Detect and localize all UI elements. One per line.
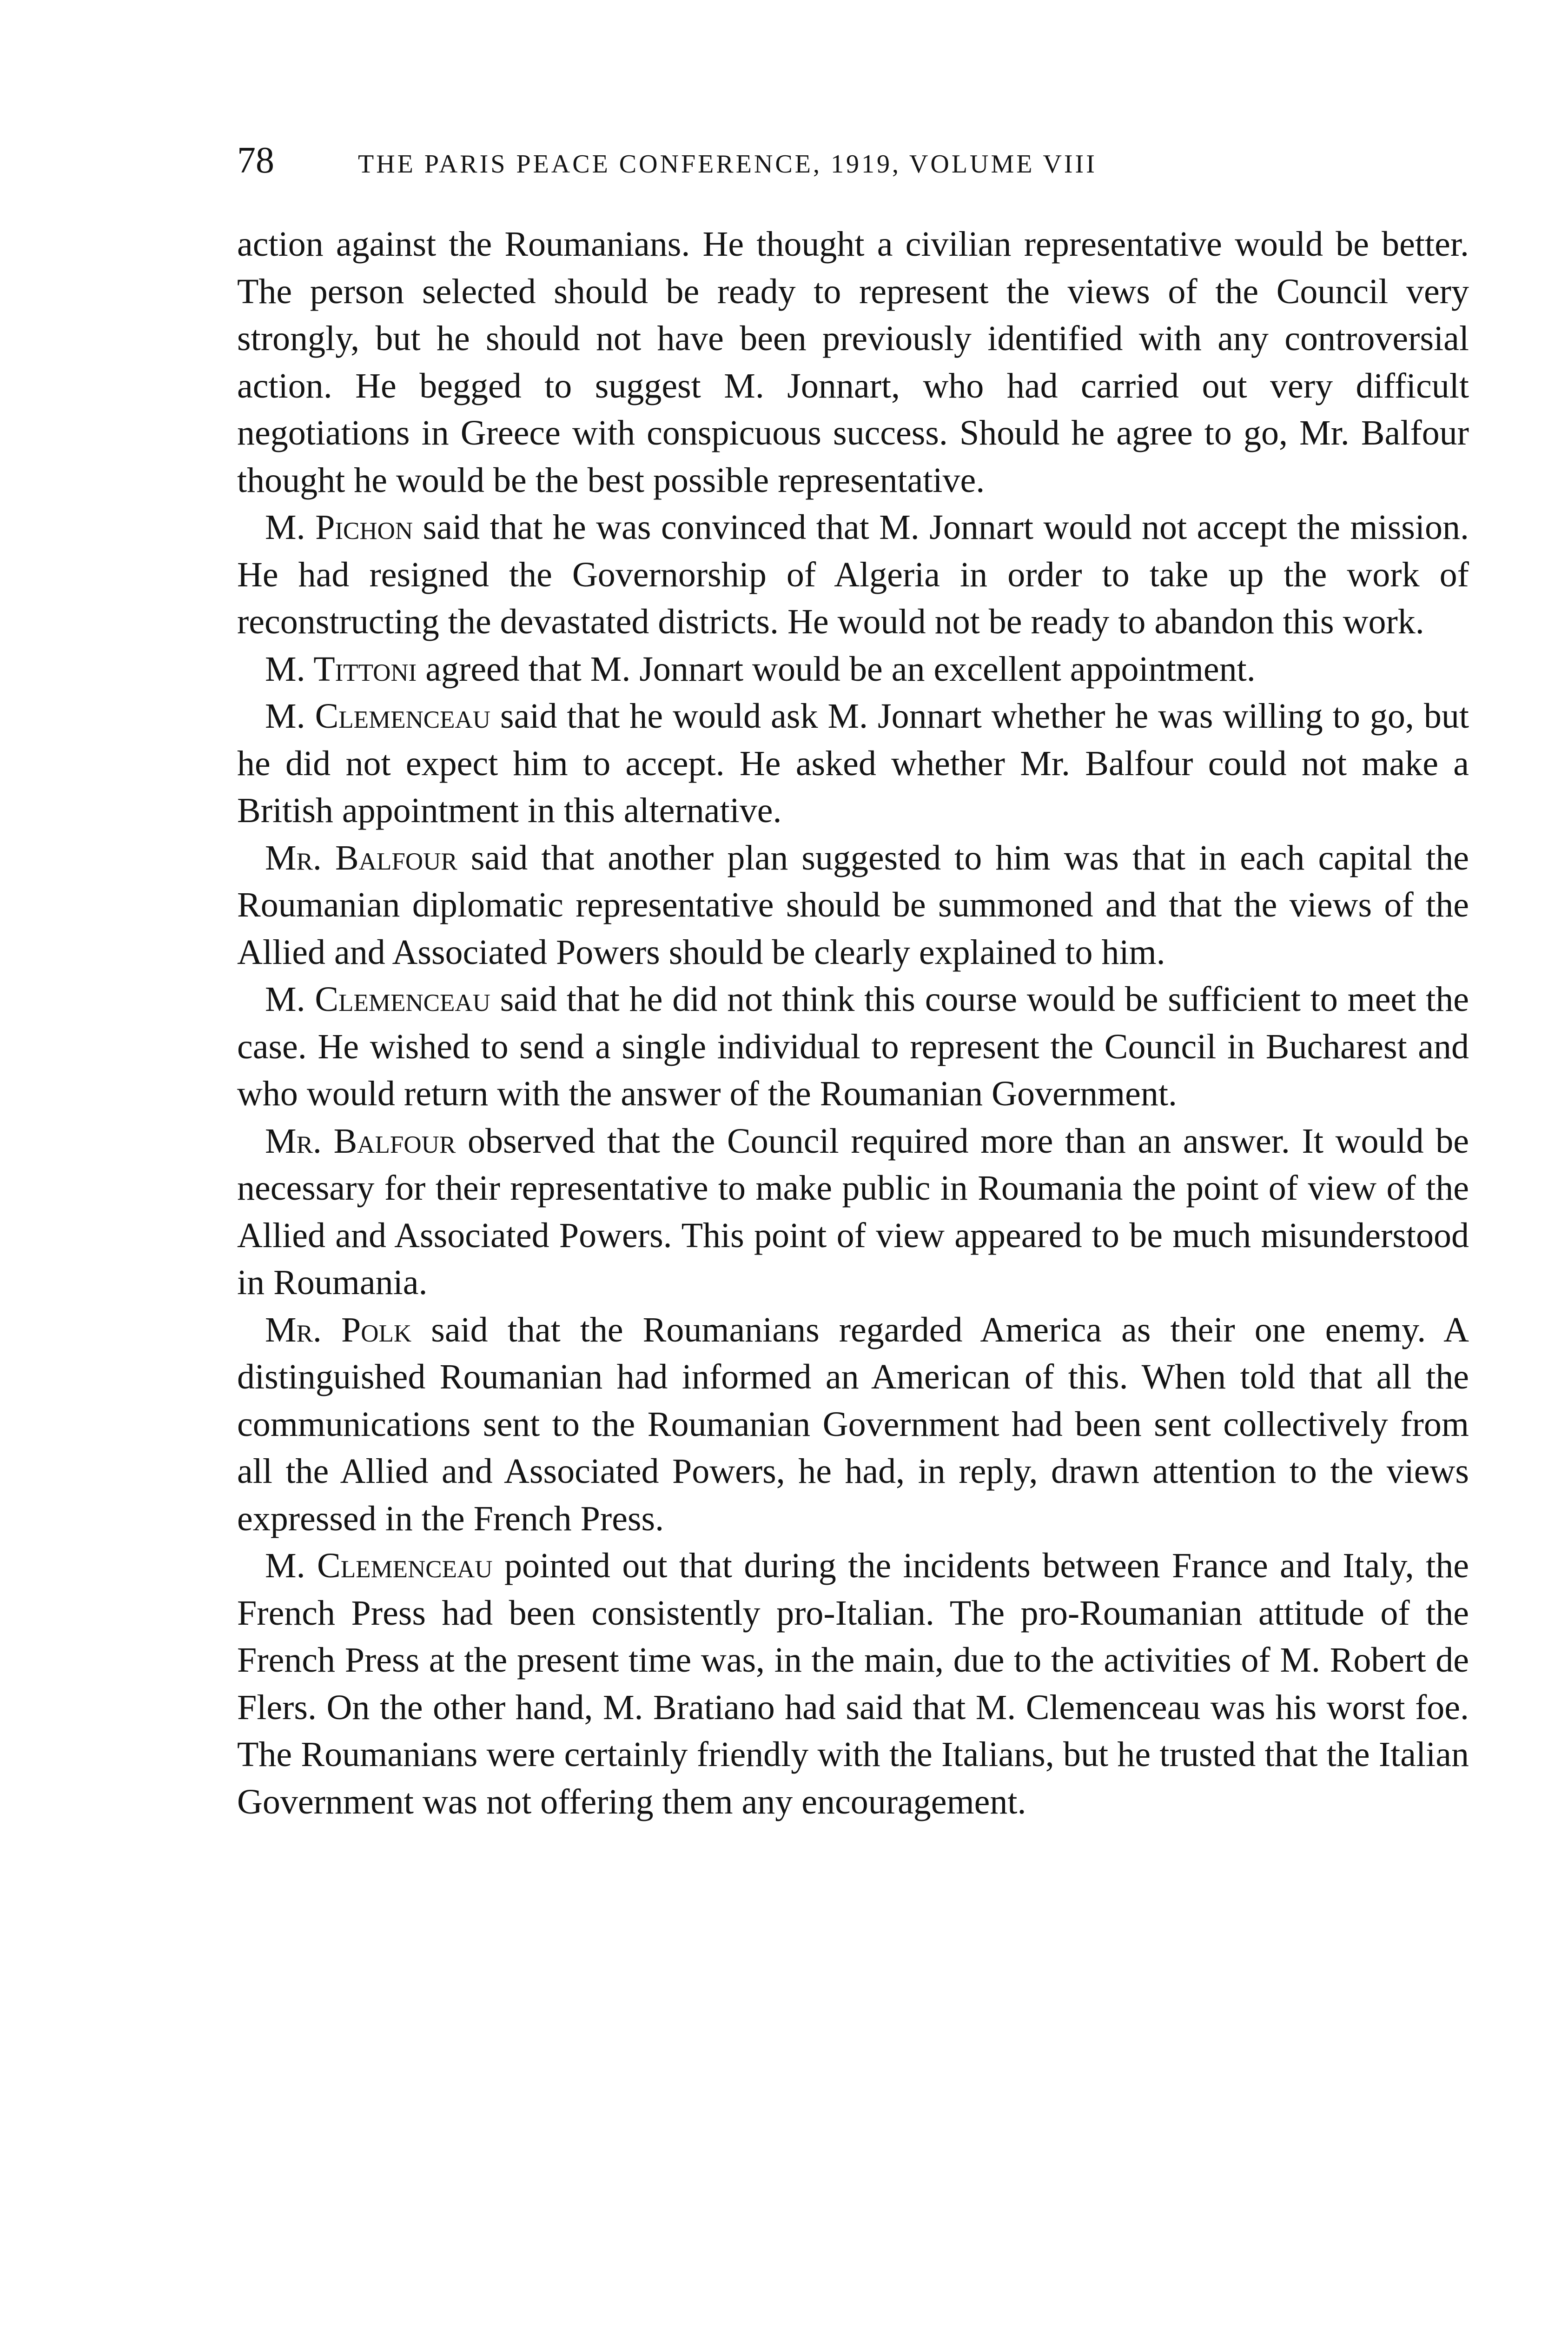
speaker-name: M. Clemenceau xyxy=(265,980,490,1019)
paragraph-clemenceau-2 xyxy=(237,976,1469,1118)
paragraph-pichon xyxy=(237,504,1469,646)
paragraph-text: said that the Roumanians regarded America as their one enemy. A distinguished Roumanian had informed an American of this. When told that all the communications sent to the Roumanian Government had been sent collectively from all the Allied and Associated Powers, he had, in reply, drawn attention to the views expressed in the French Press. xyxy=(237,1310,1469,1538)
paragraph-text: said that he was convinced that M. Jonnart would not accept the mission. He had resigned the Governorship of Algeria in order to take up the work of reconstructing the devastated districts. He would not be ready to abandon this work. xyxy=(237,508,1469,641)
paragraph-text: said that he did not think this course would be sufficient to meet the case. He wished to send a single individual to represent the Council in Bucharest and who would return with the answer of the Roumanian Government. xyxy=(237,980,1469,1113)
speaker-name: M. Tittoni xyxy=(265,649,417,689)
paragraph-text: said that another plan suggested to him was that in each capital the Roumanian diplomatic representative should be summoned and that the views of the Allied and Associated Powers should be clearly explained to him. xyxy=(237,838,1469,972)
paragraph-text: said that he would ask M. Jonnart whether he was willing to go, but he did not expect him to accept. He asked whether Mr. Balfour could not make a British appointment in this alternative. xyxy=(237,697,1469,830)
speaker-name: Mr. Balfour xyxy=(265,1121,456,1161)
speaker-name: Mr. Balfour xyxy=(265,838,457,877)
paragraph-polk xyxy=(237,1307,1469,1543)
body-text xyxy=(237,221,1469,1826)
running-head xyxy=(237,140,1470,195)
paragraph-clemenceau-3 xyxy=(237,1542,1469,1826)
paragraph-clemenceau-1 xyxy=(237,693,1469,835)
paragraph-text: observed that the Council required more than an answer. It would be necessary for their representative to make public in Roumania the point of view of the Allied and Associated Powers. This point of view appeared to be much misunderstood in Roumania. xyxy=(237,1121,1469,1302)
paragraph-text: pointed out that during the incidents between France and Italy, the French Press had been consistently pro-Italian. The pro-Roumanian attitude of the French Press at the present time was, in the main, due to the activities of M. Robert de Flers. On the other hand, M. Bratiano had said that M. Clemenceau was his worst foe. The Roumanians were certainly friendly with the Italians, but he trusted that the Italian Government was not offering them any encouragement. xyxy=(237,1546,1469,1821)
paragraph-continuation xyxy=(237,221,1469,504)
running-title: THE PARIS PEACE CONFERENCE, 1919, VOLUME VIII xyxy=(358,150,1097,179)
paragraph-tittoni xyxy=(237,646,1469,693)
speaker-name: Mr. Polk xyxy=(265,1310,412,1349)
paragraph-balfour-2 xyxy=(237,1118,1469,1307)
speaker-name: M. Clemenceau xyxy=(265,1546,493,1585)
paragraph-balfour-1 xyxy=(237,835,1469,976)
page-number: 78 xyxy=(237,140,274,181)
paragraph-text: agreed that M. Jonnart would be an excellent appointment. xyxy=(417,649,1256,689)
speaker-name: M. Clemenceau xyxy=(265,697,491,736)
paragraph-text: action against the Roumanians. He thought a civilian representative would be better. The person selected should be ready to represent the views of the Council very strongly, but he should not have been previously identified with any controversial action. He begged to suggest M. Jonnart, who had carried out very difficult negotiations in Greece with conspicuous success. Should he agree to go, Mr. Balfour thought he would be the best possible representative. xyxy=(237,225,1469,500)
speaker-name: M. Pichon xyxy=(265,508,413,547)
